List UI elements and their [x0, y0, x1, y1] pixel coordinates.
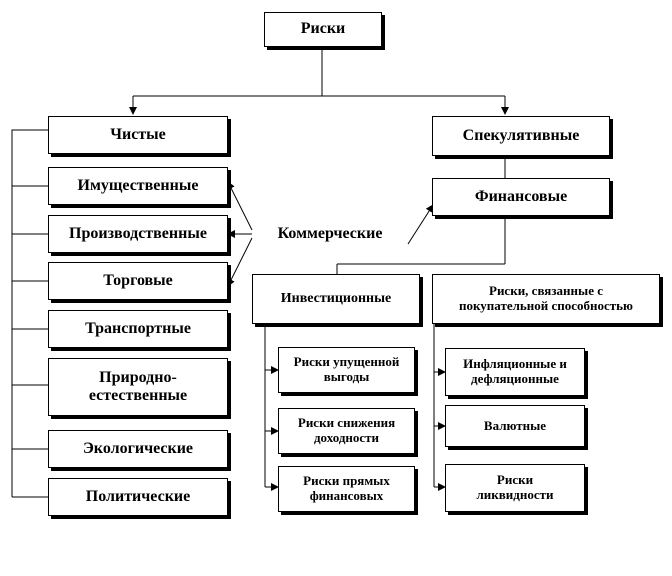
node-financial	[432, 178, 610, 216]
node-speculative	[432, 116, 610, 156]
connector-pure-bracket	[12, 130, 48, 497]
node-political-label: Политические	[85, 487, 191, 505]
node-political	[48, 478, 228, 516]
node-currency-label: Валютные	[483, 417, 547, 433]
connector-commercial-to-financial	[408, 205, 433, 244]
node-financial-label: Финансовые	[474, 187, 568, 205]
node-natural-label: Природно- естественные	[88, 368, 188, 404]
node-production-label: Производственные	[69, 224, 207, 242]
node-purchasing-power	[432, 274, 660, 324]
node-inflation-label: Инфляционные и дефляционные	[463, 356, 567, 386]
node-transport-label: Транспортные	[85, 319, 191, 337]
node-production	[48, 215, 228, 253]
connector-commercial-to-trade	[228, 238, 252, 286]
connector-commercial-to-property	[228, 182, 252, 230]
node-currency	[445, 405, 585, 447]
node-yield-decline-label: Риски снижения доходности	[297, 415, 396, 445]
node-commercial	[252, 218, 408, 250]
node-pure	[48, 116, 228, 154]
node-investment-label: Инвестиционные	[280, 290, 392, 306]
node-direct-financial-label: Риски прямых финансовых	[303, 473, 390, 503]
node-root-label: Риски	[300, 20, 346, 38]
node-root	[264, 12, 382, 47]
node-direct-financial	[278, 466, 415, 512]
node-purchasing-power-label: Риски, связанные с покупательной способностью	[459, 283, 633, 313]
node-investment	[252, 274, 420, 324]
node-ecological-label: Экологические	[82, 439, 194, 457]
node-transport	[48, 310, 228, 348]
node-trade-label: Торговые	[103, 271, 173, 289]
node-property-label: Имущественные	[77, 176, 199, 194]
node-lost-profit-label: Риски упущенной выгоды	[293, 354, 400, 384]
node-property	[48, 167, 228, 205]
node-inflation	[445, 348, 585, 396]
node-yield-decline	[278, 408, 415, 454]
node-natural	[48, 358, 228, 416]
node-lost-profit	[278, 347, 415, 393]
node-liquidity	[445, 464, 585, 512]
node-trade	[48, 262, 228, 300]
node-speculative-label: Спекулятивные	[462, 126, 580, 144]
node-ecological	[48, 430, 228, 468]
node-commercial-label: Коммерческие	[277, 225, 383, 242]
node-liquidity-label: Риски ликвидности	[476, 472, 554, 502]
node-pure-label: Чистые	[110, 125, 166, 143]
